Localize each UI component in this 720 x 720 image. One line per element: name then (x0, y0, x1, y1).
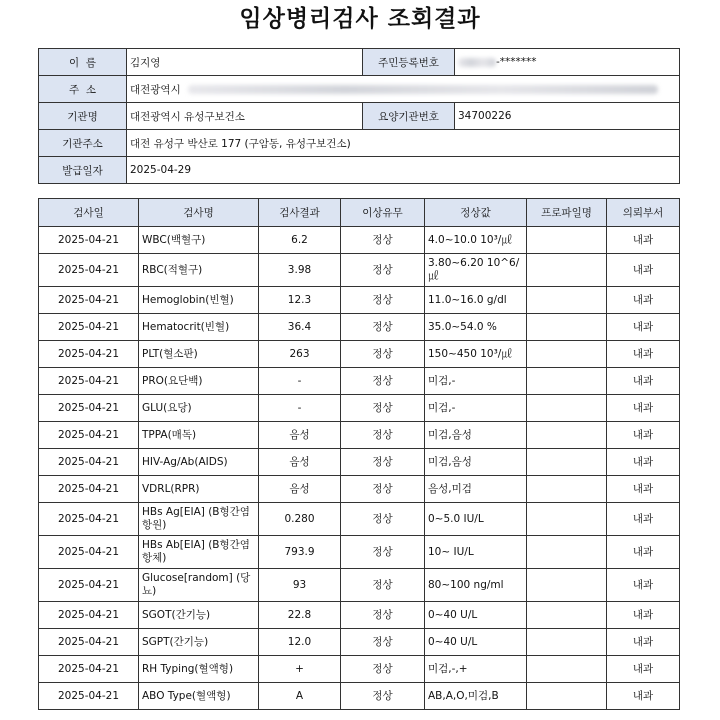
test-name: TPPA(매독) (139, 422, 259, 449)
header-test-result: 검사결과 (259, 199, 341, 227)
abnormal-status: 정상 (341, 254, 425, 287)
header-profile: 프로파일명 (527, 199, 607, 227)
test-result: 음성 (259, 476, 341, 503)
test-result: 263 (259, 341, 341, 368)
abnormal-status: 정상 (341, 629, 425, 656)
test-date: 2025-04-21 (39, 602, 139, 629)
reference-range: 미검,음성 (425, 449, 527, 476)
table-row (39, 314, 680, 341)
rrn-value: -******* (496, 56, 537, 68)
profile-name (527, 449, 607, 476)
test-date: 2025-04-21 (39, 629, 139, 656)
abnormal-status: 정상 (341, 536, 425, 569)
profile-name (527, 341, 607, 368)
test-date: 2025-04-21 (39, 503, 139, 536)
test-date: 2025-04-21 (39, 476, 139, 503)
test-date: 2025-04-21 (39, 536, 139, 569)
org-address-label: 기관주소 (39, 130, 127, 157)
abnormal-status: 정상 (341, 569, 425, 602)
results-body (39, 227, 680, 710)
table-row (39, 503, 680, 536)
test-name: RBC(적혈구) (139, 254, 259, 287)
test-name: Hemoglobin(빈혈) (139, 287, 259, 314)
info-row-name (39, 49, 680, 76)
reference-range: 4.0~10.0 10³/㎕ (425, 227, 527, 254)
org-code-value: 34700226 (455, 103, 680, 130)
table-row (39, 656, 680, 683)
reference-range: 80~100 ng/ml (425, 569, 527, 602)
address-redaction (188, 85, 658, 94)
table-row (39, 227, 680, 254)
test-result: 음성 (259, 422, 341, 449)
document-title: 임상병리검사 조회결과 (239, 6, 481, 32)
department: 내과 (607, 683, 680, 710)
department: 내과 (607, 629, 680, 656)
test-date: 2025-04-21 (39, 227, 139, 254)
test-name: PLT(혈소판) (139, 341, 259, 368)
department: 내과 (607, 254, 680, 287)
profile-name (527, 683, 607, 710)
department: 내과 (607, 569, 680, 602)
rrn-redaction (458, 58, 496, 67)
issue-date-label: 발급일자 (39, 157, 127, 184)
test-date: 2025-04-21 (39, 569, 139, 602)
info-row-org (39, 103, 680, 130)
table-row (39, 287, 680, 314)
patient-info-table (38, 48, 680, 184)
reference-range: 35.0~54.0 % (425, 314, 527, 341)
test-result: 793.9 (259, 536, 341, 569)
test-result: + (259, 656, 341, 683)
profile-name (527, 287, 607, 314)
table-row (39, 449, 680, 476)
test-name: Glucose[random] (당뇨) (139, 569, 259, 602)
org-value: 대전광역시 유성구보건소 (127, 103, 363, 130)
abnormal-status: 정상 (341, 683, 425, 710)
org-label: 기관명 (39, 103, 127, 130)
issue-date-value: 2025-04-29 (127, 157, 680, 184)
test-name: HBs Ag[EIA] (B형간염항원) (139, 503, 259, 536)
test-result: 음성 (259, 449, 341, 476)
reference-range: 미검,- (425, 368, 527, 395)
department: 내과 (607, 341, 680, 368)
abnormal-status: 정상 (341, 314, 425, 341)
abnormal-status: 정상 (341, 449, 425, 476)
info-row-address (39, 76, 680, 103)
table-row (39, 254, 680, 287)
test-name: RH Typing(혈액형) (139, 656, 259, 683)
reference-range: 미검,- (425, 395, 527, 422)
department: 내과 (607, 656, 680, 683)
department: 내과 (607, 287, 680, 314)
test-date: 2025-04-21 (39, 254, 139, 287)
test-result: 12.0 (259, 629, 341, 656)
test-result: 12.3 (259, 287, 341, 314)
reference-range: 10~ IU/L (425, 536, 527, 569)
reference-range: 음성,미검 (425, 476, 527, 503)
test-result: 0.280 (259, 503, 341, 536)
test-result: - (259, 395, 341, 422)
address-label: 주 소 (39, 76, 127, 103)
department: 내과 (607, 602, 680, 629)
table-row (39, 569, 680, 602)
test-result: - (259, 368, 341, 395)
test-name: PRO(요단백) (139, 368, 259, 395)
header-test-date: 검사일 (39, 199, 139, 227)
department: 내과 (607, 536, 680, 569)
abnormal-status: 정상 (341, 368, 425, 395)
test-date: 2025-04-21 (39, 314, 139, 341)
reference-range: 0~5.0 IU/L (425, 503, 527, 536)
test-name: SGPT(간기능) (139, 629, 259, 656)
table-row (39, 476, 680, 503)
test-name: Hematocrit(빈혈) (139, 314, 259, 341)
test-name: WBC(백혈구) (139, 227, 259, 254)
header-test-name: 검사명 (139, 199, 259, 227)
test-result: 93 (259, 569, 341, 602)
profile-name (527, 227, 607, 254)
profile-name (527, 422, 607, 449)
test-result: 6.2 (259, 227, 341, 254)
lab-results-table (38, 198, 680, 710)
profile-name (527, 368, 607, 395)
header-abnormal: 이상유무 (341, 199, 425, 227)
department: 내과 (607, 422, 680, 449)
table-row (39, 395, 680, 422)
test-name: ABO Type(혈액형) (139, 683, 259, 710)
abnormal-status: 정상 (341, 476, 425, 503)
profile-name (527, 602, 607, 629)
name-label: 이 름 (39, 49, 127, 76)
test-date: 2025-04-21 (39, 422, 139, 449)
department: 내과 (607, 503, 680, 536)
patient-name: 김지영 (127, 49, 363, 76)
test-name: HBs Ab[EIA] (B형간염항체) (139, 536, 259, 569)
test-date: 2025-04-21 (39, 287, 139, 314)
test-date: 2025-04-21 (39, 341, 139, 368)
test-date: 2025-04-21 (39, 656, 139, 683)
test-name: SGOT(간기능) (139, 602, 259, 629)
profile-name (527, 536, 607, 569)
table-row (39, 683, 680, 710)
table-row (39, 536, 680, 569)
department: 내과 (607, 314, 680, 341)
abnormal-status: 정상 (341, 656, 425, 683)
profile-name (527, 395, 607, 422)
department: 내과 (607, 395, 680, 422)
test-date: 2025-04-21 (39, 449, 139, 476)
test-result: 36.4 (259, 314, 341, 341)
table-row (39, 341, 680, 368)
address-cell (127, 76, 680, 103)
address-value: 대전광역시 (130, 83, 181, 96)
info-row-issue-date (39, 157, 680, 184)
rrn-label: 주민등록번호 (363, 49, 455, 76)
abnormal-status: 정상 (341, 602, 425, 629)
test-date: 2025-04-21 (39, 368, 139, 395)
profile-name (527, 569, 607, 602)
reference-range: 150~450 10³/㎕ (425, 341, 527, 368)
test-result: 22.8 (259, 602, 341, 629)
department: 내과 (607, 449, 680, 476)
reference-range: 미검,음성 (425, 422, 527, 449)
rrn-cell (455, 49, 680, 76)
test-result: 3.98 (259, 254, 341, 287)
test-name: HIV-Ag/Ab(AIDS) (139, 449, 259, 476)
abnormal-status: 정상 (341, 341, 425, 368)
table-row (39, 422, 680, 449)
reference-range: 미검,-,+ (425, 656, 527, 683)
test-name: GLU(요당) (139, 395, 259, 422)
results-header-row (39, 199, 680, 227)
reference-range: 0~40 U/L (425, 602, 527, 629)
reference-range: 0~40 U/L (425, 629, 527, 656)
profile-name (527, 503, 607, 536)
reference-range: 3.80~6.20 10^6/㎕ (425, 254, 527, 287)
abnormal-status: 정상 (341, 227, 425, 254)
table-row (39, 629, 680, 656)
department: 내과 (607, 368, 680, 395)
department: 내과 (607, 227, 680, 254)
header-reference: 정상값 (425, 199, 527, 227)
org-code-label: 요양기관번호 (363, 103, 455, 130)
profile-name (527, 656, 607, 683)
test-name: VDRL(RPR) (139, 476, 259, 503)
abnormal-status: 정상 (341, 395, 425, 422)
department: 내과 (607, 476, 680, 503)
abnormal-status: 정상 (341, 503, 425, 536)
test-date: 2025-04-21 (39, 395, 139, 422)
reference-range: 11.0~16.0 g/dl (425, 287, 527, 314)
abnormal-status: 정상 (341, 422, 425, 449)
table-row (39, 368, 680, 395)
profile-name (527, 629, 607, 656)
table-row (39, 602, 680, 629)
reference-range: AB,A,O,미검,B (425, 683, 527, 710)
profile-name (527, 314, 607, 341)
profile-name (527, 476, 607, 503)
info-row-org-address (39, 130, 680, 157)
org-address-value: 대전 유성구 박산로 177 (구암동, 유성구보건소) (127, 130, 680, 157)
header-department: 의뢰부서 (607, 199, 680, 227)
test-date: 2025-04-21 (39, 683, 139, 710)
test-result: A (259, 683, 341, 710)
profile-name (527, 254, 607, 287)
abnormal-status: 정상 (341, 287, 425, 314)
